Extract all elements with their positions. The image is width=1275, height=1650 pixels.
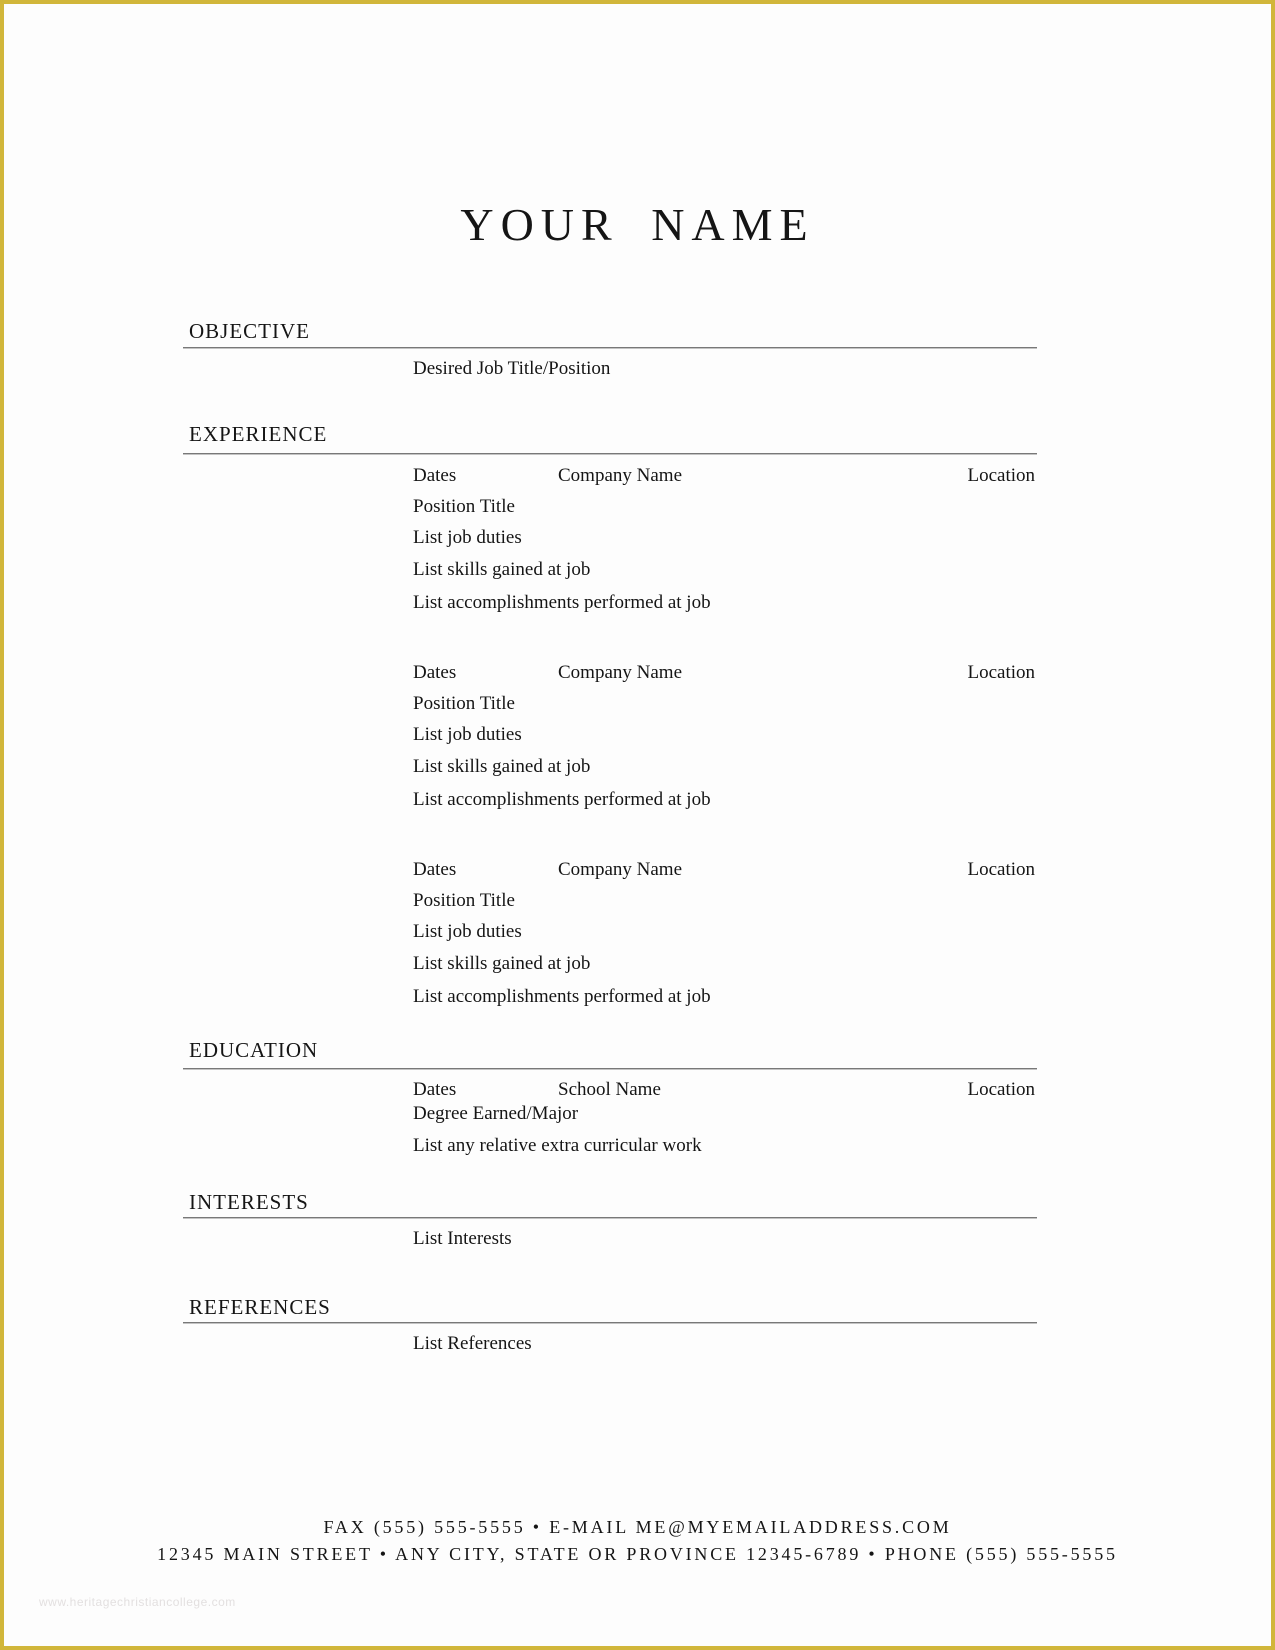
experience-header-row bbox=[413, 466, 1035, 485]
accomplishments-line: List accomplishments performed at job bbox=[413, 592, 711, 613]
references-content: List References bbox=[413, 1333, 532, 1354]
dates-label: Dates bbox=[413, 859, 457, 880]
section-title-references: REFERENCES bbox=[189, 1295, 331, 1319]
contact-footer bbox=[0, 1514, 1275, 1568]
education-header-row bbox=[413, 1080, 1035, 1099]
skills-line: List skills gained at job bbox=[413, 756, 591, 777]
extra-curricular-line: List any relative extra curricular work bbox=[413, 1135, 702, 1156]
dates-label: Dates bbox=[413, 1079, 457, 1100]
position-title-line: Position Title bbox=[413, 496, 515, 517]
position-title-line: Position Title bbox=[413, 693, 515, 714]
location-label: Location bbox=[967, 662, 1035, 683]
section-title-objective: OBJECTIVE bbox=[189, 319, 310, 343]
location-label: Location bbox=[967, 465, 1035, 486]
section-rule-experience bbox=[183, 453, 1037, 455]
position-title-line: Position Title bbox=[413, 890, 515, 911]
education-block bbox=[413, 1080, 1035, 1160]
degree-line: Degree Earned/Major bbox=[413, 1103, 579, 1124]
experience-block-3 bbox=[413, 860, 1035, 1010]
dates-label: Dates bbox=[413, 662, 457, 683]
section-title-interests: INTERESTS bbox=[189, 1190, 309, 1214]
skills-line: List skills gained at job bbox=[413, 953, 591, 974]
experience-block-2 bbox=[413, 663, 1035, 813]
school-name-label: School Name bbox=[558, 1079, 661, 1100]
location-label: Location bbox=[967, 859, 1035, 880]
section-rule-interests bbox=[183, 1217, 1037, 1219]
section-rule-references bbox=[183, 1322, 1037, 1324]
footer-address-phone-line: 12345 MAIN STREET • ANY CITY, STATE OR PROVINCE 12345-6789 • PHONE (555) 555-5555 bbox=[157, 1544, 1118, 1564]
page-title: YOUR NAME bbox=[460, 199, 815, 250]
job-duties-line: List job duties bbox=[413, 527, 522, 548]
section-title-experience: EXPERIENCE bbox=[189, 422, 328, 446]
accomplishments-line: List accomplishments performed at job bbox=[413, 789, 711, 810]
job-duties-line: List job duties bbox=[413, 921, 522, 942]
experience-block-1 bbox=[413, 466, 1035, 616]
objective-content: Desired Job Title/Position bbox=[413, 358, 611, 379]
company-name-label: Company Name bbox=[558, 859, 683, 880]
dates-label: Dates bbox=[413, 465, 457, 486]
job-duties-line: List job duties bbox=[413, 724, 522, 745]
footer-fax-email-line: FAX (555) 555-5555 • E-MAIL ME@MYEMAILADDRESS.COM bbox=[323, 1517, 952, 1537]
company-name-label: Company Name bbox=[558, 465, 683, 486]
watermark-text: www.heritagechristiancollege.com bbox=[39, 1595, 236, 1609]
skills-line: List skills gained at job bbox=[413, 559, 591, 580]
accomplishments-line: List accomplishments performed at job bbox=[413, 986, 711, 1007]
company-name-label: Company Name bbox=[558, 662, 683, 683]
section-title-education: EDUCATION bbox=[189, 1038, 319, 1062]
section-rule-objective bbox=[183, 347, 1037, 349]
experience-header-row bbox=[413, 860, 1035, 879]
interests-content: List Interests bbox=[413, 1228, 512, 1249]
section-rule-education bbox=[183, 1068, 1037, 1070]
experience-header-row bbox=[413, 663, 1035, 682]
location-label: Location bbox=[967, 1079, 1035, 1100]
